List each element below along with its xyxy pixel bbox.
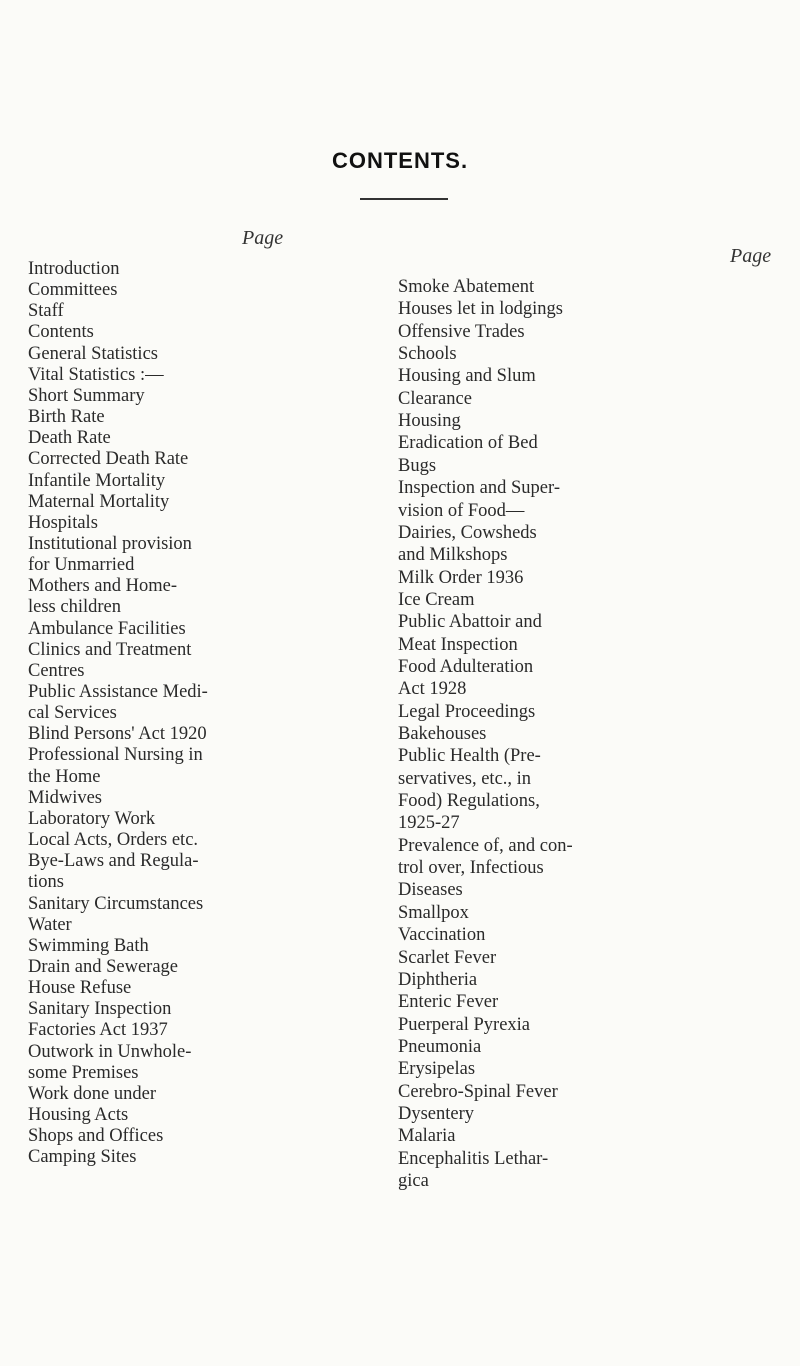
- contents-entry: Infantile Mortality: [28, 470, 166, 491]
- title-rule: [360, 198, 448, 200]
- contents-entry: Diseases: [398, 880, 463, 901]
- contents-entry: Ice Cream: [398, 589, 475, 610]
- contents-entry: Erysipelas: [398, 1059, 476, 1080]
- contents-entry: Hospitals: [28, 512, 98, 533]
- contents-entry: Schools: [398, 344, 457, 365]
- contents-entry: Public Assistance Medi-: [28, 682, 208, 702]
- left-page-header: Page: [242, 227, 284, 249]
- contents-entry: some Premises: [28, 1062, 139, 1083]
- contents-entry: Factories Act 1937: [28, 1020, 168, 1041]
- contents-entry: Maternal Mortality: [28, 491, 170, 512]
- contents-entry: vision of Food—: [398, 500, 525, 521]
- contents-entry: Laboratory Work: [28, 808, 156, 829]
- contents-entry: Committees: [28, 280, 118, 301]
- contents-entry: Encephalitis Lethar-: [398, 1148, 549, 1169]
- right-page-header: Page: [730, 245, 772, 267]
- contents-entry: Contents: [28, 322, 94, 343]
- contents-entry: Bye-Laws and Regula-: [28, 851, 199, 872]
- contents-entry: trol over, Infectious: [398, 858, 544, 879]
- contents-entry: Eradication of Bed: [398, 433, 538, 454]
- contents-entry: Institutional provision: [28, 533, 192, 554]
- contents-entry: Dysentery: [398, 1103, 475, 1124]
- contents-entry: 1925-27: [398, 813, 460, 834]
- contents-entry: Legal Proceedings: [398, 701, 536, 722]
- contents-entry: Dairies, Cowsheds: [398, 522, 537, 543]
- contents-entry: Camping Sites: [28, 1147, 137, 1168]
- contents-entry: Meat Inspection: [398, 634, 518, 655]
- contents-entry: Birth Rate: [28, 407, 105, 428]
- contents-entry: Diphtheria: [398, 969, 478, 990]
- contents-entry: Food) Regulations,: [398, 791, 540, 812]
- contents-entry: Puerperal Pyrexia: [398, 1014, 531, 1035]
- contents-entry: Milk Order 1936: [398, 567, 524, 588]
- contents-entry: Smoke Abatement: [398, 277, 535, 297]
- contents-entry: for Unmarried: [28, 555, 135, 576]
- contents-entry: Water: [28, 914, 72, 935]
- contents-entry: Clinics and Treatment: [28, 639, 192, 660]
- contents-entry: Malaria: [398, 1126, 456, 1147]
- contents-entry: and Milkshops: [398, 545, 508, 566]
- contents-entry: Midwives: [28, 787, 102, 808]
- contents-entry: Swimming Bath: [28, 935, 149, 956]
- contents-entry: Professional Nursing in: [28, 745, 203, 766]
- contents-entry: Act 1928: [398, 679, 467, 700]
- contents-entry: Sanitary Circumstances: [28, 893, 204, 914]
- contents-entry: Work done under: [28, 1083, 156, 1104]
- contents-entry: Local Acts, Orders etc.: [28, 830, 199, 851]
- contents-entry: Housing Acts: [28, 1105, 129, 1125]
- contents-entry: Smallpox: [398, 902, 469, 923]
- contents-entry: Inspection and Super-: [398, 478, 560, 499]
- contents-entry: Cerebro-Spinal Fever: [398, 1081, 558, 1102]
- contents-entry: Clearance: [398, 388, 472, 409]
- contents-entry: Housing: [398, 411, 461, 432]
- contents-entry: Scarlet Fever: [398, 947, 497, 968]
- contents-entry: Staff: [28, 301, 64, 322]
- contents-entry: Death Rate: [28, 428, 111, 449]
- contents-entry: Vaccination: [398, 925, 486, 946]
- contents-entry: House Refuse: [28, 978, 132, 999]
- contents-entry: Public Health (Pre-: [398, 746, 541, 767]
- contents-entry: Offensive Trades: [398, 321, 525, 342]
- contents-entry: Outwork in Unwhole-: [28, 1041, 192, 1062]
- contents-entry: Short Summary: [28, 385, 145, 406]
- contents-entry: Drain and Sewerage: [28, 956, 178, 977]
- contents-entry: Centres: [28, 660, 85, 681]
- contents-entry: cal Services: [28, 703, 117, 724]
- contents-entry: tions: [28, 872, 64, 893]
- contents-entry: Corrected Death Rate: [28, 449, 189, 470]
- contents-entry: Food Adulteration: [398, 656, 534, 677]
- contents-entry: Sanitary Inspection: [28, 999, 172, 1020]
- contents-entry: the Home: [28, 766, 101, 787]
- contents-entry: Mothers and Home-: [28, 576, 177, 597]
- contents-entry: gica: [398, 1171, 429, 1191]
- contents-entry: Enteric Fever: [398, 992, 499, 1013]
- contents-entry: Public Abattoir and: [398, 612, 542, 633]
- contents-entry: Bugs: [398, 455, 437, 476]
- contents-entry: Housing and Slum: [398, 366, 536, 387]
- contents-entry: Introduction: [28, 259, 120, 279]
- contents-entry: Ambulance Facilities: [28, 618, 186, 639]
- contents-entry: less children: [28, 597, 121, 618]
- contents-entry: Blind Persons' Act 1920: [28, 724, 207, 745]
- contents-entry: Pneumonia: [398, 1036, 482, 1057]
- contents-entry: servatives, etc., in: [398, 768, 532, 789]
- contents-entry: Vital Statistics :—: [28, 364, 164, 385]
- contents-entry: Shops and Offices: [28, 1126, 164, 1147]
- contents-entry: Prevalence of, and con-: [398, 835, 573, 856]
- contents-entry: General Statistics: [28, 343, 158, 364]
- page-title: CONTENTS.: [331, 148, 469, 173]
- contents-entry: Bakehouses: [398, 724, 487, 744]
- contents-entry: Houses let in lodgings: [398, 299, 563, 320]
